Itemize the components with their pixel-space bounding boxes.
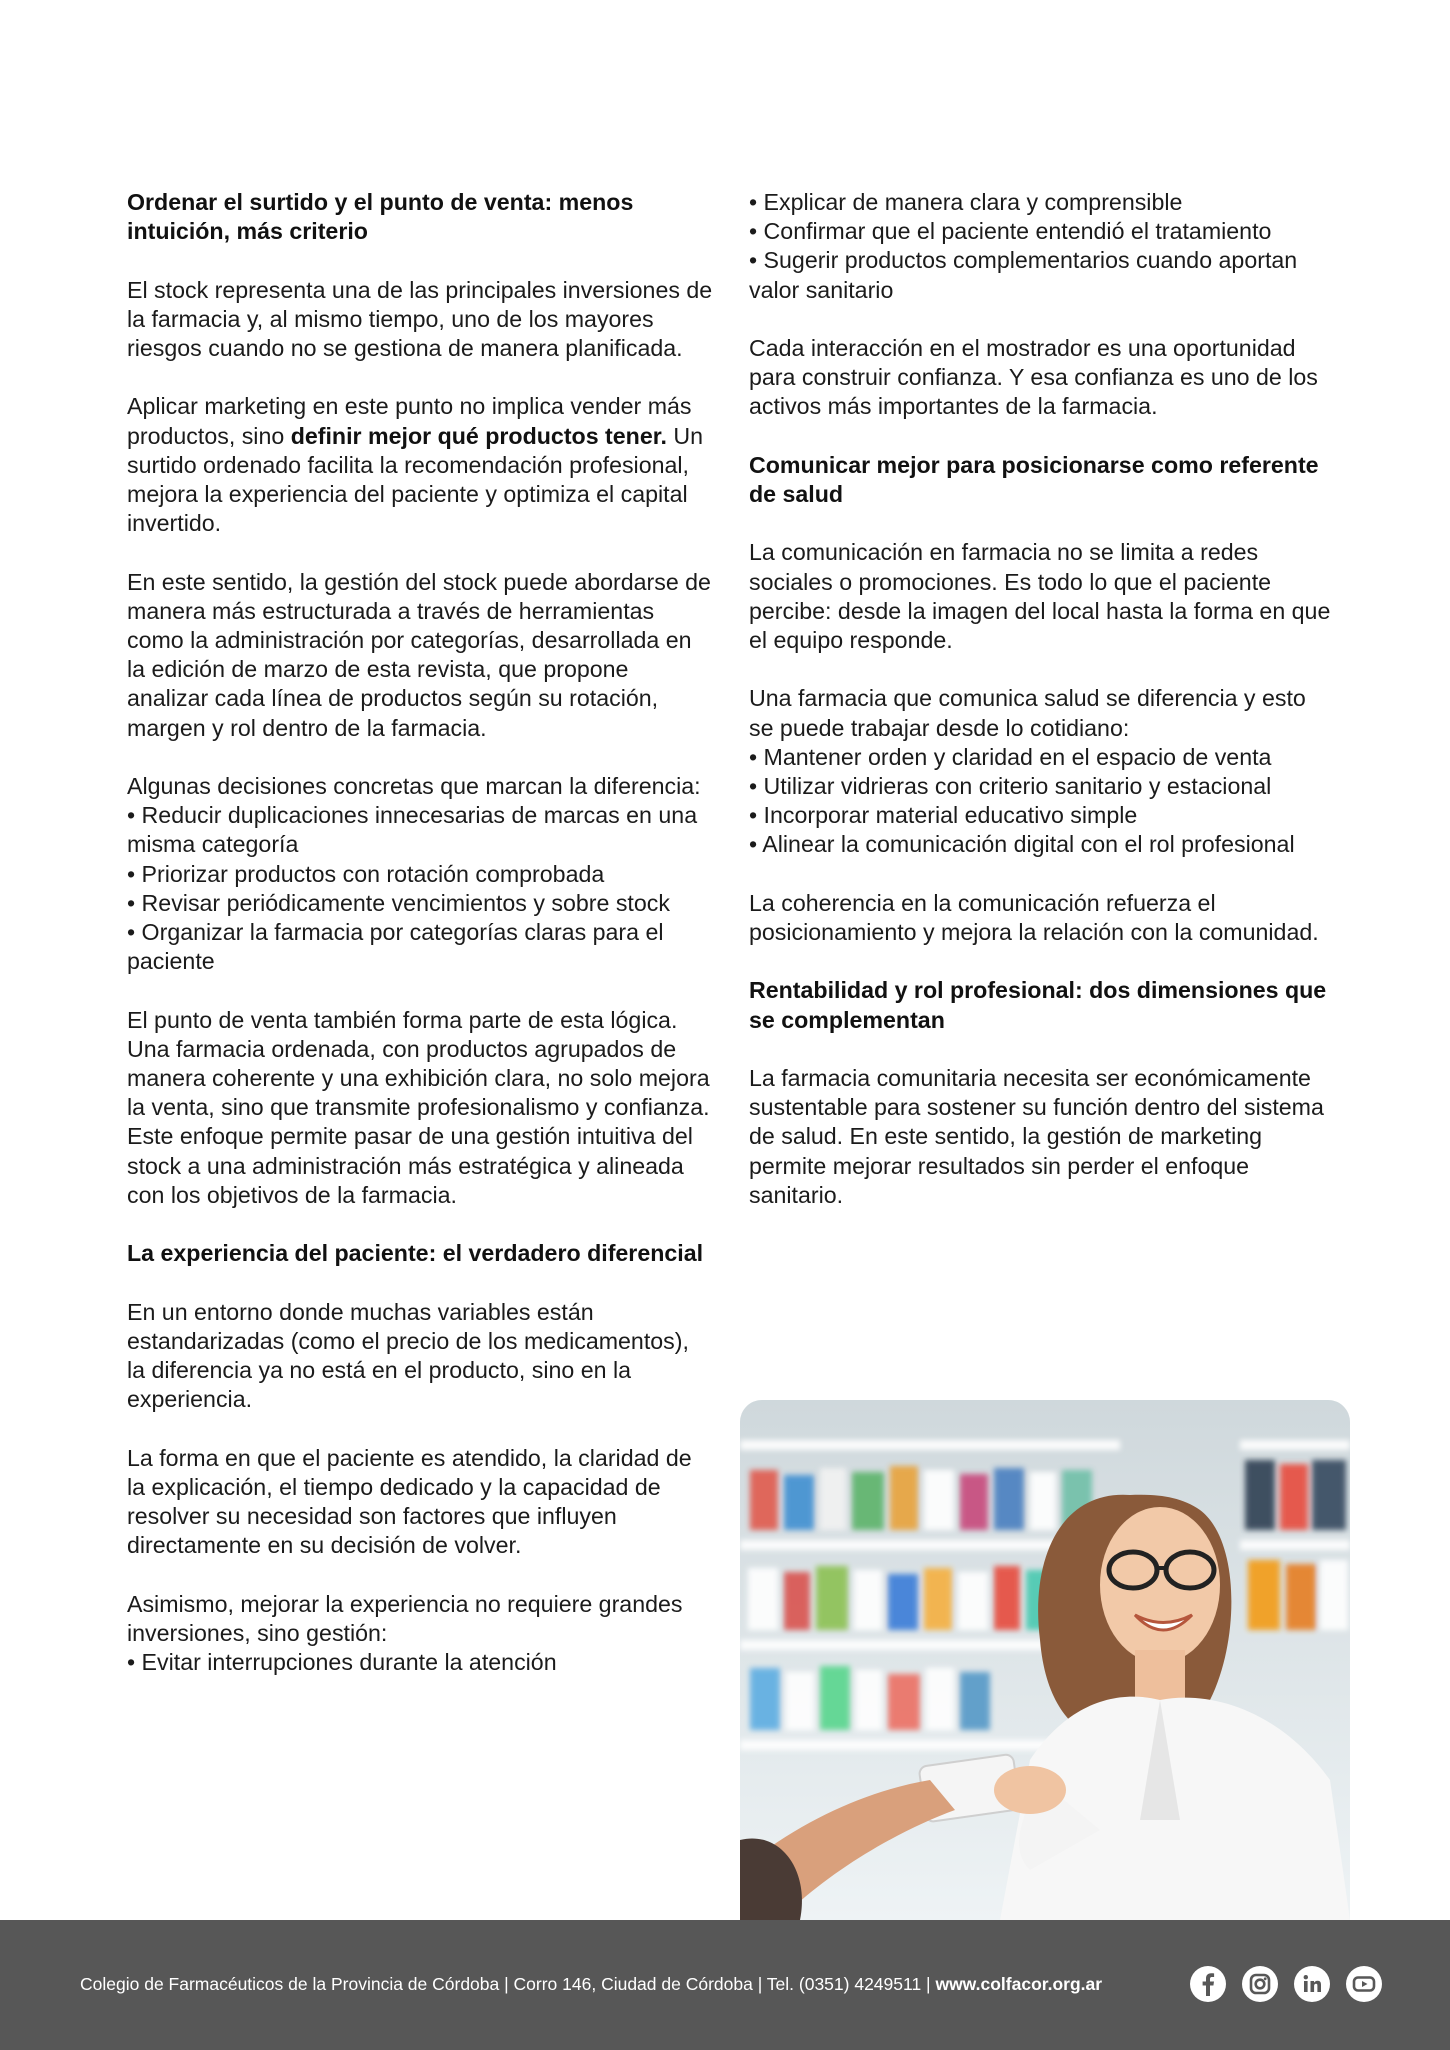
paragraph: En este sentido, la gestión del stock puede abordarse de manera más estructurada a través de herramientas como la administración por categorías, desarrollada en la edición de marzo de esta revista, que propone analizar cada línea de productos según su rotación, margen y rol dentro de la farmacia.	[127, 568, 711, 741]
text-run: Aplicar marketing en este punto no implica vender más productos, sino	[127, 393, 692, 449]
pharmacist-photo	[740, 1400, 1350, 1920]
section-heading-comunicar: Comunicar mejor para posicionarse como referente de salud	[749, 451, 1319, 507]
paragraph: Cada interacción en el mostrador es una oportunidad para construir confianza. Y esa confianza es uno de los activos más importantes de la farmacia.	[749, 335, 1318, 420]
facebook-icon[interactable]	[1190, 1966, 1226, 2002]
list-item: • Utilizar vidrieras con criterio sanitario y estacional	[749, 773, 1272, 799]
list-item: • Reducir duplicaciones innecesarias de marcas en una misma categoría	[127, 802, 698, 858]
list-item: • Explicar de manera clara y comprensible	[749, 189, 1183, 215]
list-intro: Algunas decisiones concretas que marcan la diferencia:	[127, 773, 701, 799]
website-link[interactable]: www.colfacor.org.ar	[935, 1974, 1103, 1994]
list-item: • Revisar periódicamente vencimientos y sobre stock	[127, 889, 670, 916]
paragraph: En un entorno donde muchas variables están estandarizadas (como el precio de los medicamentos), la diferencia ya no está en el producto, sino en la experiencia.	[127, 1298, 689, 1413]
list-intro: Asimismo, mejorar la experiencia no requiere grandes inversiones, sino gestión:	[127, 1590, 683, 1646]
list-item: • Organizar la farmacia por categorías claras para el paciente	[127, 919, 664, 975]
paragraph-with-list	[127, 772, 713, 976]
list-item: • Evitar interrupciones durante la atención	[127, 1649, 557, 1676]
paragraph: La farmacia comunitaria necesita ser económicamente sustentable para sostener su función dentro del sistema de salud. En este sentido, la gestión de marketing permite mejorar resultados sin perder el enfoque sanitario.	[749, 1064, 1324, 1208]
right-column	[749, 188, 1335, 1239]
paragraph: La forma en que el paciente es atendido, la claridad de la explicación, el tiempo dedicado y la capacidad de resolver su necesidad son factores que influyen directamente en su decisión de volver.	[127, 1444, 692, 1559]
bold-text-run: definir mejor qué productos tener.	[290, 422, 667, 449]
section-heading-rentabilidad: Rentabilidad y rol profesional: dos dimensiones que se complementan	[749, 977, 1327, 1033]
section-heading-surtido: Ordenar el surtido y el punto de venta: menos intuición, más criterio	[127, 189, 634, 245]
footer-address: Colegio de Farmacéuticos de la Provincia de Córdoba | Corro 146, Ciudad de Córdoba | Tel. (0351) 4249511 |	[80, 1974, 936, 1994]
section-heading-experiencia: La experiencia del paciente: el verdadero diferencial	[127, 1240, 704, 1267]
list-item: • Alinear la comunicación digital con el rol profesional	[749, 831, 1295, 858]
pharmacy-scene-illustration	[740, 1400, 1350, 1920]
list-item: • Incorporar material educativo simple	[749, 802, 1138, 829]
left-column	[127, 188, 713, 1706]
paragraph: El punto de venta también forma parte de esta lógica. Una farmacia ordenada, con productos agrupados de manera coherente y una exhibición clara, no solo mejora la venta, sino que transmite profesionalismo y confianza. Este enfoque permite pasar de una gestión intuitiva del stock a una administración más estratégica y alineada con los objetivos de la farmacia.	[127, 1006, 710, 1208]
paragraph	[127, 392, 713, 538]
list-item: • Mantener orden y claridad en el espacio de venta	[749, 743, 1272, 770]
list-item: • Priorizar productos con rotación comprobada	[127, 860, 605, 887]
paragraph: La coherencia en la comunicación refuerza el posicionamiento y mejora la relación con la comunidad.	[749, 889, 1319, 945]
text-run: Un surtido ordenado facilita la recomendación profesional, mejora la experiencia del paciente y optimiza el capital invertido.	[127, 422, 704, 537]
linkedin-icon[interactable]	[1294, 1966, 1330, 2002]
list-item: • Sugerir productos complementarios cuando aportan valor sanitario	[749, 247, 1298, 303]
list-intro: Una farmacia que comunica salud se diferencia y esto se puede trabajar desde lo cotidiano:	[749, 685, 1306, 741]
paragraph: El stock representa una de las principales inversiones de la farmacia y, al mismo tiempo, uno de los mayores riesgos cuando no se gestiona de manera planificada.	[127, 276, 713, 361]
footer	[0, 1920, 1450, 2050]
paragraph-with-list	[127, 1590, 713, 1678]
bullet-list	[749, 188, 1335, 305]
instagram-icon[interactable]	[1242, 1966, 1278, 2002]
paragraph: La comunicación en farmacia no se limita a redes sociales o promociones. Es todo lo que el paciente percibe: desde la imagen del local hasta la forma en que el equipo responde.	[749, 539, 1331, 653]
paragraph-with-list	[749, 684, 1335, 859]
list-item: • Confirmar que el paciente entendió el tratamiento	[749, 218, 1272, 245]
youtube-icon[interactable]	[1346, 1966, 1382, 2002]
footer-contact	[80, 1972, 1102, 1996]
